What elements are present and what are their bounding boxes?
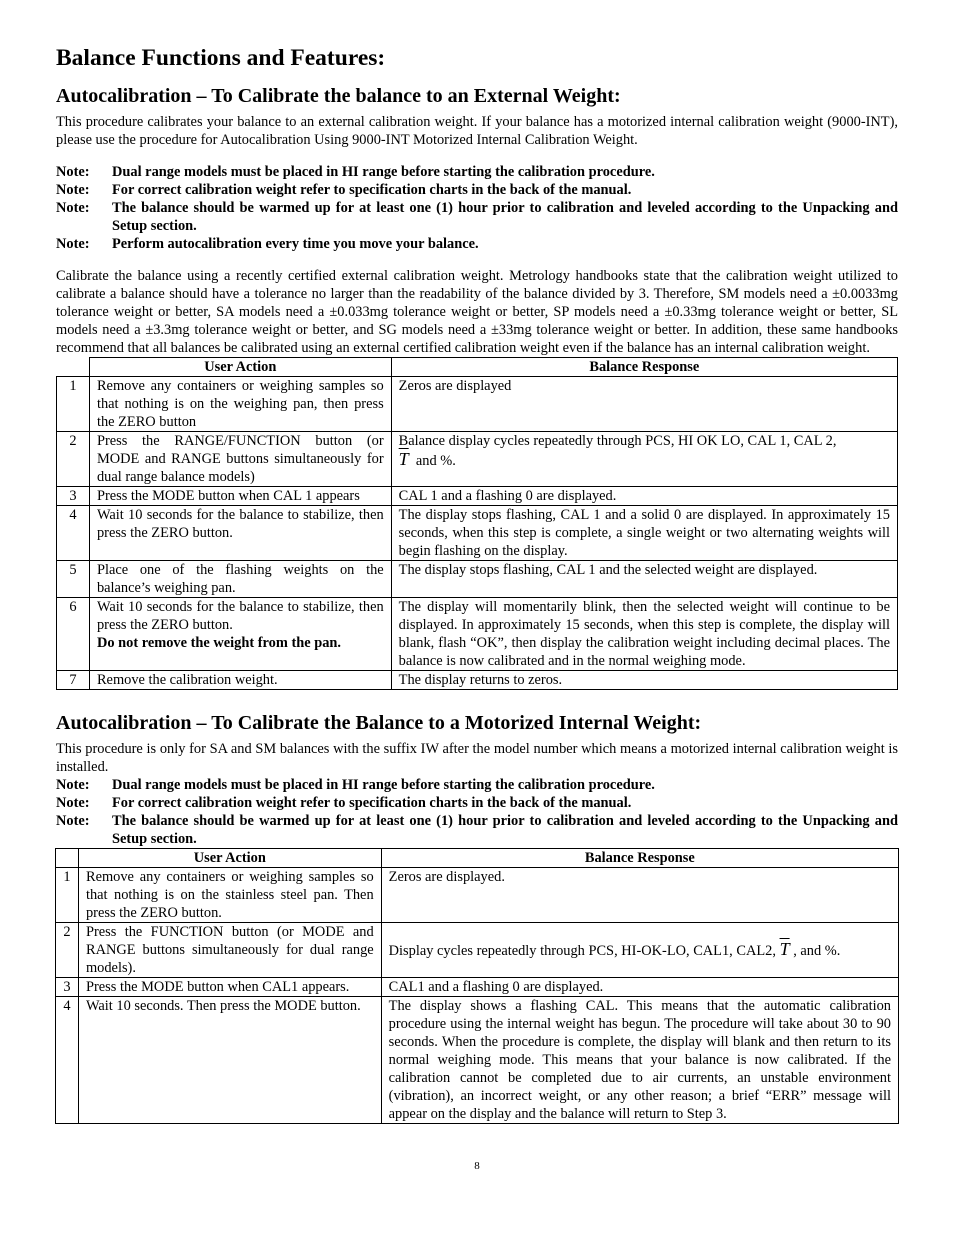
table-row: 2 Press the RANGE/FUNCTION button (or MODE and RANGE buttons simultaneously for dual range balance models) Balance display cycles repeatedly through PCS, HI OK LO, CAL 1, CAL 2, $\overline{T}$ and %. xyxy=(57,432,898,487)
document-page xyxy=(56,44,898,1124)
table-row: 1 Remove any containers or weighing samples so that nothing is on the weighing pan, then press the ZERO button Zeros are displayed xyxy=(57,377,898,432)
section1-heading: Autocalibration – To Calibrate the balance to an External Weight: xyxy=(56,85,621,108)
note: Note: Dual range models must be placed in HI range before starting the calibration procedure. xyxy=(56,164,655,181)
note: Note: For correct calibration weight refer to specification charts in the back of the manual. xyxy=(56,795,632,812)
page-title: Balance Functions and Features: xyxy=(56,45,386,71)
table-row: 4 Wait 10 seconds for the balance to stabilize, then press the ZERO button. The display stops flashing, CAL 1 and a solid 0 are displayed. In approximately 15 seconds, when this step is complete, a single weight or two alternating weights will begin flashing on the display. xyxy=(57,506,898,561)
table-row: 4 Wait 10 seconds. Then press the MODE button. The display shows a flashing CAL. This means that the automatic calibration procedure using the internal weight has begun. The procedure will take about 30 to 90 seconds. When the procedure is complete, the display will blank and then return to its normal weighing mode. This means that your balance is now calibrated. If the calibration cannot be completed due to air currents, an unstable environment (vibration), an incorrect weight, or any other reason; a brief “ERR” message will appear on the display and the balance will return to Step 3. xyxy=(56,997,899,1124)
section1-paragraph: Calibrate the balance using a recently certified external calibration weight. Metrology handbooks state that the calibration weight utilized to calibrate a balance should have a tolerance no larger than the readability of the balance divided by 3. Therefore, SM models need a ±0.0033mg tolerance weight or better, SA models need a ±0.033mg tolerance weight or better, SP models need a ±0.33mg tolerance weight or better, SL models need a ±3.3mg tolerance weight or better, and SG models need a ±33mg tolerance weight or better. In addition, these same handbooks recommend that all balances be calibrated using an external certified calibration weight even if the balance has an internal calibration weight. xyxy=(56,268,898,357)
page-number: 8 xyxy=(474,1160,480,1172)
note: Note: The balance should be warmed up for at least one (1) hour prior to calibration and leveled according to the Unpacking and Setup section. xyxy=(56,813,898,848)
table-row: 5 Place one of the flashing weights on the balance’s weighing pan. The display stops flashing, CAL 1 and the selected weight are displayed. xyxy=(57,561,898,598)
section1-table xyxy=(56,357,898,690)
table-header-row xyxy=(56,849,899,868)
note: Note: Dual range models must be placed in HI range before starting the calibration procedure. xyxy=(56,777,655,794)
section2-notes xyxy=(56,776,898,848)
column-header: User Action xyxy=(89,358,391,377)
section2-table xyxy=(55,848,899,1124)
table-row: 3 Press the MODE button when CAL 1 appears CAL 1 and a flashing 0 are displayed. xyxy=(57,487,898,506)
tare-symbol-icon: $\overline{T}$ xyxy=(398,449,409,470)
table-row: 2 Press the FUNCTION button (or MODE and RANGE buttons simultaneously for dual range models). Display cycles repeatedly through PCS, HI-OK-LO, CAL1, CAL2, $\overline{T}$ , and %. xyxy=(56,923,899,978)
note: Note: Perform autocalibration every time you move your balance. xyxy=(56,236,479,253)
table-row: 3 Press the MODE button when CAL1 appears. CAL1 and a flashing 0 are displayed. xyxy=(56,978,899,997)
column-header: User Action xyxy=(78,849,381,868)
section1-intro: This procedure calibrates your balance to an external calibration weight. If your balance has a motorized internal calibration weight (9000-INT), please use the procedure for Autocalibration Using 9000-INT Motorized Internal Calibration Weight. xyxy=(56,114,898,149)
table-header-row xyxy=(57,358,898,377)
tare-symbol-icon: $\overline{T}$ xyxy=(779,939,790,960)
section1-notes xyxy=(56,163,898,253)
column-header: Balance Response xyxy=(381,849,898,868)
column-header: Balance Response xyxy=(391,358,897,377)
table-row: 6 Wait 10 seconds for the balance to stabilize, then press the ZERO button. Do not remove the weight from the pan. The display will momentarily blink, then the selected weight will continue to be displayed. In approximately 15 seconds, when this step is complete, the display will blank, flash “OK”, then display the calibration weight including decimal places. The balance is now calibrated and in the normal weighing mode. xyxy=(57,598,898,671)
table-row: 7 Remove the calibration weight. The display returns to zeros. xyxy=(57,671,898,690)
table-row: 1 Remove any containers or weighing samples so that nothing is on the stainless steel pan. Then press the ZERO button. Zeros are displayed. xyxy=(56,868,899,923)
note: Note: For correct calibration weight refer to specification charts in the back of the manual. xyxy=(56,182,632,199)
note: Note: The balance should be warmed up for at least one (1) hour prior to calibration and leveled according to the Unpacking and Setup section. xyxy=(56,200,898,235)
section2-intro: This procedure is only for SA and SM balances with the suffix IW after the model number which means a motorized internal calibration weight is installed. xyxy=(56,741,898,776)
section2-heading: Autocalibration – To Calibrate the Balance to a Motorized Internal Weight: xyxy=(56,712,702,735)
